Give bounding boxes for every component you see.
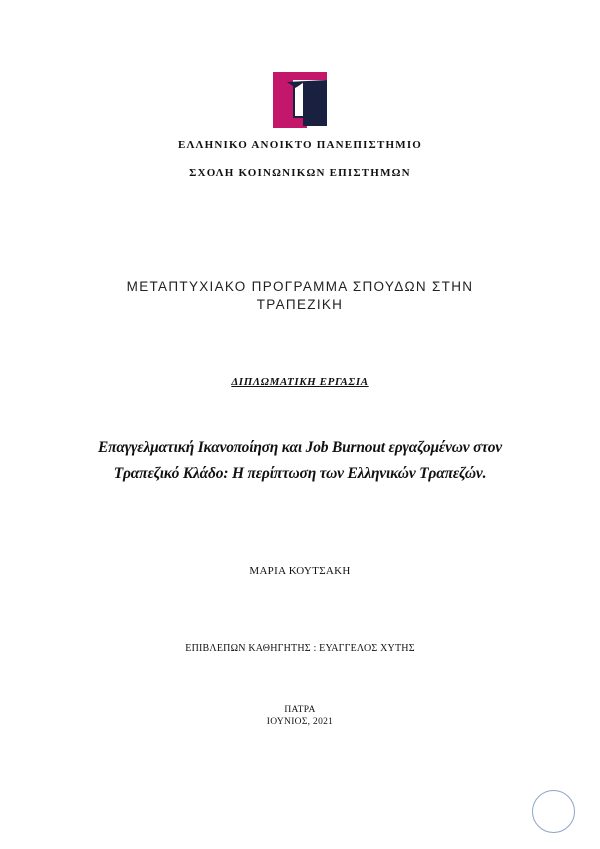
thesis-type-heading: ΔΙΠΛΩΜΑΤΙΚΗ ΕΡΓΑΣΙΑ <box>231 376 369 388</box>
thesis-title-line-2: Τραπεζικό Κλάδο: Η περίπτωση των Ελληνικών Τραπεζών. <box>113 465 487 482</box>
city: ΠΑΤΡΑ <box>284 705 316 715</box>
program-title-line-1: ΜΕΤΑΠΤΥΧΙΑΚΟ ΠΡΟΓΡΑΜΜΑ ΣΠΟΥΔΩΝ ΣΤΗΝ <box>126 279 474 294</box>
page-navigation-button[interactable] <box>532 790 575 833</box>
supervisor-line: ΕΠΙΒΛΕΠΩΝ ΚΑΘΗΓΗΤΗΣ : ΕΥΑΓΓΕΛΟΣ ΧΥΤΗΣ <box>185 643 415 654</box>
thesis-title-line-1: Επαγγελματική Ικανοποίηση και Job Burnout εργαζομένων στον <box>98 439 502 456</box>
university-name: ΕΛΛΗΝΙΚΟ ΑΝΟΙΚΤΟ ΠΑΝΕΠΙΣΤΗΜΙΟ <box>177 139 423 151</box>
school-name: ΣΧΟΛΗ ΚΟΙΝΩΝΙΚΩΝ ΕΠΙΣΤΗΜΩΝ <box>189 167 411 179</box>
author-name: ΜΑΡΙΑ ΚΟΥΤΣΑΚΗ <box>249 565 351 577</box>
university-logo-icon <box>273 72 327 128</box>
program-title-line-2: ΤΡΑΠΕΖΙΚΗ <box>256 297 344 312</box>
date: ΙΟΥΝΙΟΣ, 2021 <box>266 717 334 727</box>
